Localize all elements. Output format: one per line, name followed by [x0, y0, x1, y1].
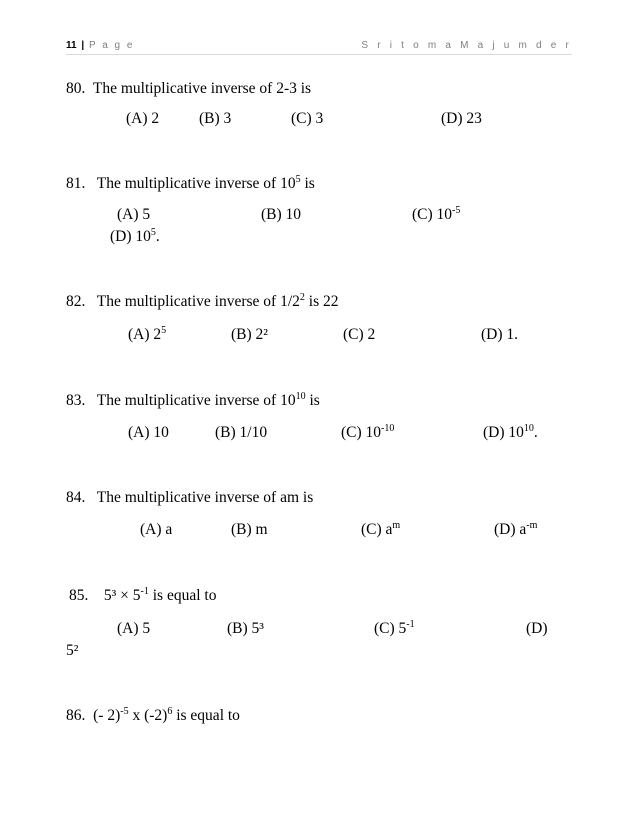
question-text: The multiplicative inverse of 1/2 — [96, 293, 300, 310]
option-a: (A) 2 — [126, 110, 160, 127]
question-exponent: 10 — [295, 391, 306, 402]
option-c: (C) $10^{-10}$ — [341, 423, 395, 441]
question-84 — [66, 489, 313, 507]
page-label: P a g e — [88, 40, 135, 51]
option-b: (B) m — [231, 521, 268, 538]
option-c: (C) $10^{-5}$ — [412, 205, 461, 223]
page-number: 11 — [66, 40, 77, 51]
option-d: (D) $10^{10}$. — [483, 423, 538, 441]
question-text: The multiplicative inverse of 2-3 is — [92, 80, 312, 97]
question-text: The multiplicative inverse of am is — [96, 489, 314, 506]
question-text: 5³ × 5 — [103, 587, 141, 604]
option-b: (B) 10 — [261, 206, 302, 223]
option-c: (C) $a^m$ — [361, 520, 401, 538]
option-a: (A) 5 — [117, 206, 151, 223]
question-text-end: is equal to — [172, 707, 240, 724]
author-name: S r i t o m a M a j u m d e r — [361, 40, 572, 51]
option-c: (C) $5^{-1}$ — [374, 619, 415, 637]
question-83 — [66, 392, 320, 410]
option-d: (D) $10^5$. — [110, 227, 160, 245]
question-number: 85. — [69, 587, 89, 604]
option-d: (D) 1. — [481, 326, 519, 343]
question-text: The multiplicative inverse of 10 — [96, 175, 296, 192]
header-divider — [66, 54, 572, 55]
question-number: 83. — [66, 392, 86, 409]
question-text-end: is — [305, 392, 320, 409]
option-a: (A) $2^5$ — [128, 325, 167, 343]
option-b: (B) 1/10 — [215, 424, 268, 441]
question-number: 81. — [66, 175, 86, 192]
question-exponent: -5 — [120, 706, 129, 717]
option-b: (B) 5³ — [227, 620, 264, 637]
option-c: (C) 3 — [291, 110, 324, 127]
option-a: (A) 5 — [117, 620, 151, 637]
option-d-value: 5² — [66, 642, 79, 659]
question-text: (- 2) — [93, 707, 121, 724]
question-86 — [66, 707, 240, 725]
option-c: (C) 2 — [343, 326, 376, 343]
question-exponent: 5 — [295, 174, 301, 185]
option-a: (A) 10 — [128, 424, 169, 441]
question-exponent: -1 — [140, 586, 149, 597]
question-number: 82. — [66, 293, 86, 310]
question-text-end: is — [300, 175, 315, 192]
header-separator: | — [81, 40, 85, 51]
page-number-label — [66, 40, 134, 51]
question-number: 84. — [66, 489, 86, 506]
option-b: (B) 2² — [231, 326, 268, 343]
question-exponent: 6 — [167, 706, 173, 717]
option-a: (A) a — [140, 521, 173, 538]
option-b: (B) 3 — [199, 110, 232, 127]
option-d: (D) $a^{-m}$ — [494, 520, 538, 538]
question-text-mid: x (-2) — [128, 707, 168, 724]
question-number: 80. — [66, 80, 86, 97]
option-d: (D) — [526, 620, 548, 637]
question-text: The multiplicative inverse of 10 — [96, 392, 296, 409]
page-header — [66, 40, 572, 58]
question-number: 86. — [66, 707, 86, 724]
question-text-end: is 22 — [304, 293, 339, 310]
question-81 — [66, 175, 315, 193]
question-exponent: 2 — [299, 292, 305, 303]
option-d: (D) 23 — [441, 110, 482, 127]
question-85 — [69, 587, 216, 605]
question-80 — [66, 80, 311, 98]
question-text-end: is equal to — [148, 587, 217, 604]
question-82 — [66, 293, 339, 311]
